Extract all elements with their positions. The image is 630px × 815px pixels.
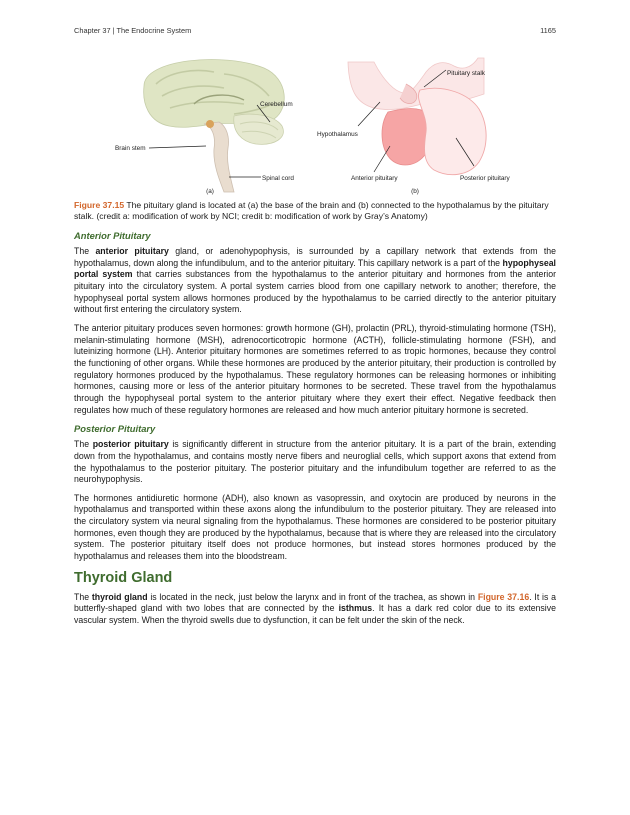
label-anterior-pituitary: Anterior pituitary [351, 175, 398, 182]
heading-posterior-pituitary: Posterior Pituitary [74, 423, 156, 435]
key-term: isthmus [338, 603, 373, 614]
panel-label-a: (a) [206, 188, 214, 195]
text-run: The [74, 591, 92, 602]
paragraph-anterior-1 [74, 246, 556, 316]
figure-number: Figure 37.15 [74, 200, 125, 210]
pituitary-illustration [74, 54, 556, 196]
running-header [74, 26, 556, 35]
text-run: gland, or adenohypophysis, is surrounded by a capillary network that extends from the hypothalamus, down along the infundibulum, and to the anterior pituitary. This capillary network is a part of the [74, 246, 556, 268]
label-brain-stem: Brain stem [115, 145, 146, 152]
paragraph-anterior-2: The anterior pituitary produces seven hormones: growth hormone (GH), prolactin (PRL), thyroid-stimulating hormone (TSH), melanin-stimulating hormone (MSH), adrenocorticotropic hormone (ACTH), follicle-stimulating hormone (FSH), and luteinizing hormone (LH). Anterior pituitary hormones are sometimes referred to as tropic hormones, because they control the functioning of other organs. While these hormones are produced by the anterior pituitary, their production is controlled by regulatory hormones produced by the hypothalamus. These regulatory hormones can be releasing hormones or inhibiting hormones, causing more or less of the anterior pituitary hormones to be secreted. These travel from the hypothalamus through the hypophyseal portal system to the anterior pituitary where they exert their effect. Negative feedback then regulates how much of these regulatory hormones are released and how much anterior pituitary hormone is secreted. [74, 322, 556, 415]
chapter-title: Chapter 37 | The Endocrine System [74, 26, 192, 35]
caption-text: The pituitary gland is located at (a) the base of the brain and (b) connected to the hypothalamus by the pituitary stalk. (credit a: modification of work by NCI; credit b: modification of work by Gray’s Anatomy) [74, 200, 549, 221]
label-posterior-pituitary: Posterior pituitary [460, 175, 510, 182]
text-run: is located in the neck, just below the larynx and in front of the trachea, as shown in [147, 591, 478, 602]
text-run: . It has a dark red color due to its extensive vascular system. When the thyroid swells due to dysfunction, it can be felt under the skin of the neck. [74, 603, 556, 626]
key-term: posterior pituitary [92, 439, 169, 450]
figure-caption [74, 200, 556, 221]
paragraph-posterior-2: The hormones antidiuretic hormone (ADH), also known as vasopressin, and oxytocin are produced by neurons in the hypothalamus and transported within these axons along the infundibulum to the posterior pituitary. They are released into the circulatory system via neural signaling from the hypothalamus. These hormones are considered to be posterior pituitary hormones, even though they are produced by the hypothalamus, because that is where they are released into the circulatory system. The posterior pituitary itself does not produce hormones, but instead stores hormones produced by the hypothalamus and releases them into the bloodstream. [74, 492, 556, 562]
key-term: anterior pituitary [95, 246, 169, 256]
paragraph-posterior-1 [74, 439, 556, 486]
figure-pituitary [74, 54, 556, 196]
text-run: that carries substances from the hypothalamus to the anterior pituitary and hormones from the anterior pituitary into the circulatory system. A portal system carries blood from one capillary network to another; therefore, the hypophyseal portal system allows hormones produced by the hypothalamus to be carried directly to the anterior pituitary without first entering the circulatory system. [74, 269, 556, 315]
text-run: The [74, 439, 93, 450]
label-hypothalamus: Hypothalamus [317, 131, 358, 138]
page-number: 1165 [540, 26, 556, 35]
key-term: thyroid gland [91, 591, 148, 602]
figure-link[interactable]: Figure 37.16 [477, 591, 530, 602]
label-pituitary-stalk: Pituitary stalk [447, 70, 486, 77]
panel-label-b: (b) [411, 188, 419, 195]
key-term: hypophyseal portal system [74, 257, 556, 280]
label-spinal-cord: Spinal cord [262, 175, 294, 182]
heading-thyroid-gland: Thyroid Gland [74, 569, 173, 586]
text-run: The [74, 246, 96, 256]
label-cerebellum: Cerebellum [260, 101, 293, 108]
brain-drawing [144, 60, 285, 192]
paragraph-thyroid-1 [74, 592, 556, 627]
heading-anterior-pituitary: Anterior Pituitary [74, 230, 151, 241]
text-run: . It is a butterfly-shaped gland with two lobes that are connected by the [74, 591, 556, 614]
body-text [74, 230, 556, 634]
text-run: is significantly different in structure from the anterior pituitary. It is a part of the brain, extending down from the hypothalamus, and contains mostly nerve fibers and neuroglial cells, which support axons that extend from the hypothalamus to the posterior pituitary. The posterior pituitary and the infundibulum together are referred to as the neurohypophysis. [74, 439, 556, 485]
